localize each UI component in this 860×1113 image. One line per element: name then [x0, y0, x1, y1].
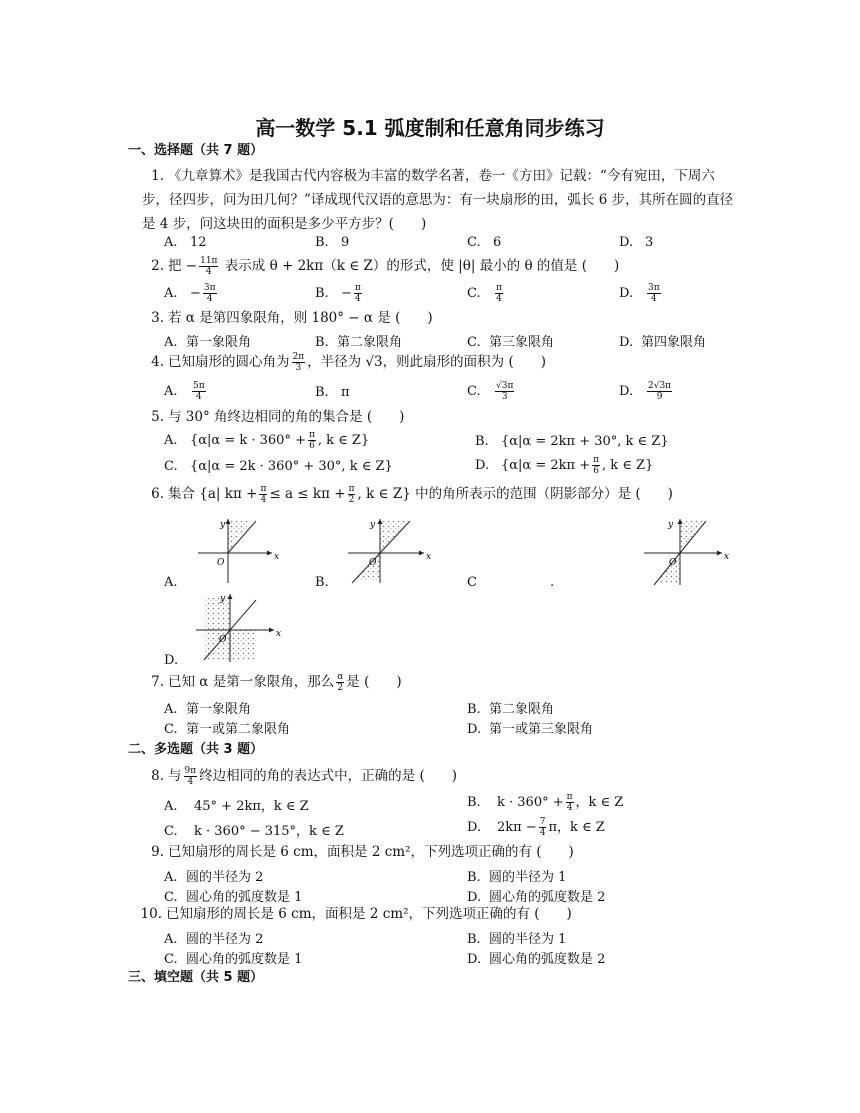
q10-option-b: B. 圆的半径为 1 [467, 932, 567, 947]
answer-paren: ( ) [366, 409, 405, 425]
q6-option-c: C [467, 575, 477, 590]
svg-text:O: O [369, 558, 377, 568]
svg-text:x: x [274, 552, 280, 562]
q9-option-d: D. 圆心角的弧度数是 2 [467, 890, 606, 905]
q5-option-c: C. {α|α = 2k · 360° + 30°, k ∈ Z} [164, 459, 393, 474]
svg-text:x: x [426, 552, 432, 562]
answer-paren: ( ) [364, 674, 402, 690]
q10-option-d: D. 圆心角的弧度数是 2 [467, 952, 606, 967]
question-9: 9. 已知扇形的周长是 6 cm，面积是 2 cm²，下列选项正确的有 ( ) [142, 840, 742, 864]
q2-option-b: B. − $\frac{\pi}{4}$ [315, 283, 361, 304]
question-10: 10. 已知扇形的周长是 6 cm，面积是 2 cm²，下列选项正确的有 ( ) [134, 902, 734, 926]
q7-option-c: C. 第一或第二象限角 [164, 722, 291, 737]
fraction: $\frac{11\pi}{4}$ [200, 256, 218, 277]
q2-option-d: D. $\frac{3\pi}{4}$ [619, 283, 660, 304]
q1-option-c: C. 6 [467, 235, 502, 250]
q7-option-d: D. 第一或第三象限角 [467, 722, 594, 737]
svg-text:y: y [370, 520, 376, 530]
q6-graph-b [342, 515, 432, 587]
answer-paren: ( ) [534, 906, 572, 922]
q3-option-c: C. 第三象限角 [467, 335, 555, 350]
q4-option-c: C. $\frac{√3\pi}{3}$ [467, 381, 514, 402]
q6-option-d: D. [164, 653, 179, 668]
q8-option-d: D. 2kπ − $\frac{7}{4}$ π，k ∈ Z [467, 817, 605, 838]
answer-paren: ( ) [388, 216, 427, 232]
q2-option-a: A. − $\frac{3\pi}{4}$ [164, 283, 216, 304]
q10-option-a: A. 圆的半径为 2 [164, 932, 264, 947]
q9-option-c: C. 圆心角的弧度数是 1 [164, 890, 303, 905]
section-heading-fill: 三、填空题（共 5 题） [128, 970, 264, 985]
q6-graph-a [190, 515, 280, 587]
answer-paren: ( ) [581, 258, 620, 274]
question-6: 6. 集合 {a| kπ + $\frac{\pi}{4}$ ≤ a ≤ kπ + $\frac{\pi}{2}$ , k ∈ Z} 中的角所表示的范围（阴影部分）是 ( ) [142, 482, 762, 506]
q9-option-b: B. 圆的半径为 1 [467, 870, 567, 885]
svg-text:y: y [668, 520, 674, 530]
question-text: 《九章算术》是我国古代内容极为丰富的数学名著，卷一《方田》记载：“今有宛田，下周六步，径四步，问为田几何？”译成现代汉语的意思为：有一块扇形的田，弧长 6 步，其所在圆的直径是 4 步，问这块田的面积是多少平方步？ [142, 168, 734, 232]
q7-option-a: A. 第一象限角 [164, 702, 252, 717]
q9-option-a: A. 圆的半径为 2 [164, 870, 264, 885]
q3-option-a: A. 第一象限角 [164, 335, 252, 350]
answer-paren: ( ) [536, 844, 574, 860]
q7-option-b: B. 第二象限角 [467, 702, 555, 717]
answer-paren: ( ) [635, 486, 673, 502]
q6-graph-d [192, 592, 282, 664]
answer-paren: ( ) [419, 768, 457, 784]
q6-option-b: B. [315, 575, 329, 590]
question-8: 8. 与 $\frac{9\pi}{4}$ 终边相同的角的表达式中，正确的是 ( ) [142, 764, 742, 788]
q8-option-c: C. k · 360° − 315°，k ∈ Z [164, 824, 344, 839]
answer-paren: ( ) [395, 310, 433, 326]
answer-paren: ( ) [508, 354, 546, 370]
q10-option-c: C. 圆心角的弧度数是 1 [164, 952, 303, 967]
question-1 [142, 164, 740, 236]
q1-option-d: D. 3 [619, 235, 654, 250]
svg-text:x: x [724, 552, 730, 562]
q4-option-b: B. π [315, 385, 350, 400]
q5-option-a: A. {α|α = k · 360° + $\frac{\pi}{6}$ , k ∈ Z} [164, 430, 370, 451]
q6-option-a: A. [164, 575, 178, 590]
q4-option-d: D. $\frac{2√3\pi}{9}$ [619, 381, 672, 402]
svg-text:y: y [220, 594, 226, 604]
q4-option-a: A. $\frac{5\pi}{4}$ [164, 381, 205, 402]
q1-option-a: A. 12 [164, 235, 207, 250]
svg-text:x: x [276, 629, 282, 639]
svg-text:y: y [220, 520, 226, 530]
question-7: 7. 已知 α 是第一象限角，那么 $\frac{\alpha}{2}$ 是 ( ) [142, 670, 742, 694]
section-heading-multi: 二、多选题（共 3 题） [128, 742, 264, 757]
q6-graph-c [640, 515, 730, 587]
question-number: 1. [151, 168, 164, 184]
svg-text:O: O [217, 558, 225, 568]
q5-option-b: B. {α|α = 2kπ + 30°, k ∈ Z} [475, 434, 669, 449]
svg-text:O: O [669, 558, 677, 568]
q2-option-c: C. $\frac{\pi}{4}$ [467, 283, 502, 304]
page-title: 高一数学 5.1 弧度制和任意角同步练习 [255, 116, 605, 140]
q8-option-b: B. k · 360° + $\frac{\pi}{4}$ ，k ∈ Z [467, 792, 624, 813]
q5-option-d: D. {α|α = 2kπ + $\frac{\pi}{6}$ , k ∈ Z} [475, 455, 654, 476]
question-5: 5. 与 30° 角终边相同的角的集合是 ( ) [142, 405, 742, 429]
q1-option-b: B. 9 [315, 235, 350, 250]
q8-option-a: A. 45° + 2kπ，k ∈ Z [164, 799, 309, 814]
svg-text:O: O [219, 635, 227, 645]
q6-option-c-dot: . [550, 575, 555, 590]
section-heading-choice: 一、选择题（共 7 题） [128, 143, 264, 158]
question-2: 2. 把 − $\frac{11\pi}{4}$ 表示成 θ + 2kπ（k ∈ Z）的形式，使 |θ| 最小的 θ 的值是 ( ) [142, 254, 742, 278]
question-4: 4. 已知扇形的圆心角为 $\frac{2\pi}{3}$ ，半径为 √3，则此扇形的面积为 ( ) [142, 350, 742, 374]
q3-option-b: B. 第二象限角 [315, 335, 403, 350]
question-3: 3. 若 α 是第四象限角，则 180° − α 是 ( ) [142, 306, 742, 330]
q3-option-d: D. 第四象限角 [619, 335, 707, 350]
